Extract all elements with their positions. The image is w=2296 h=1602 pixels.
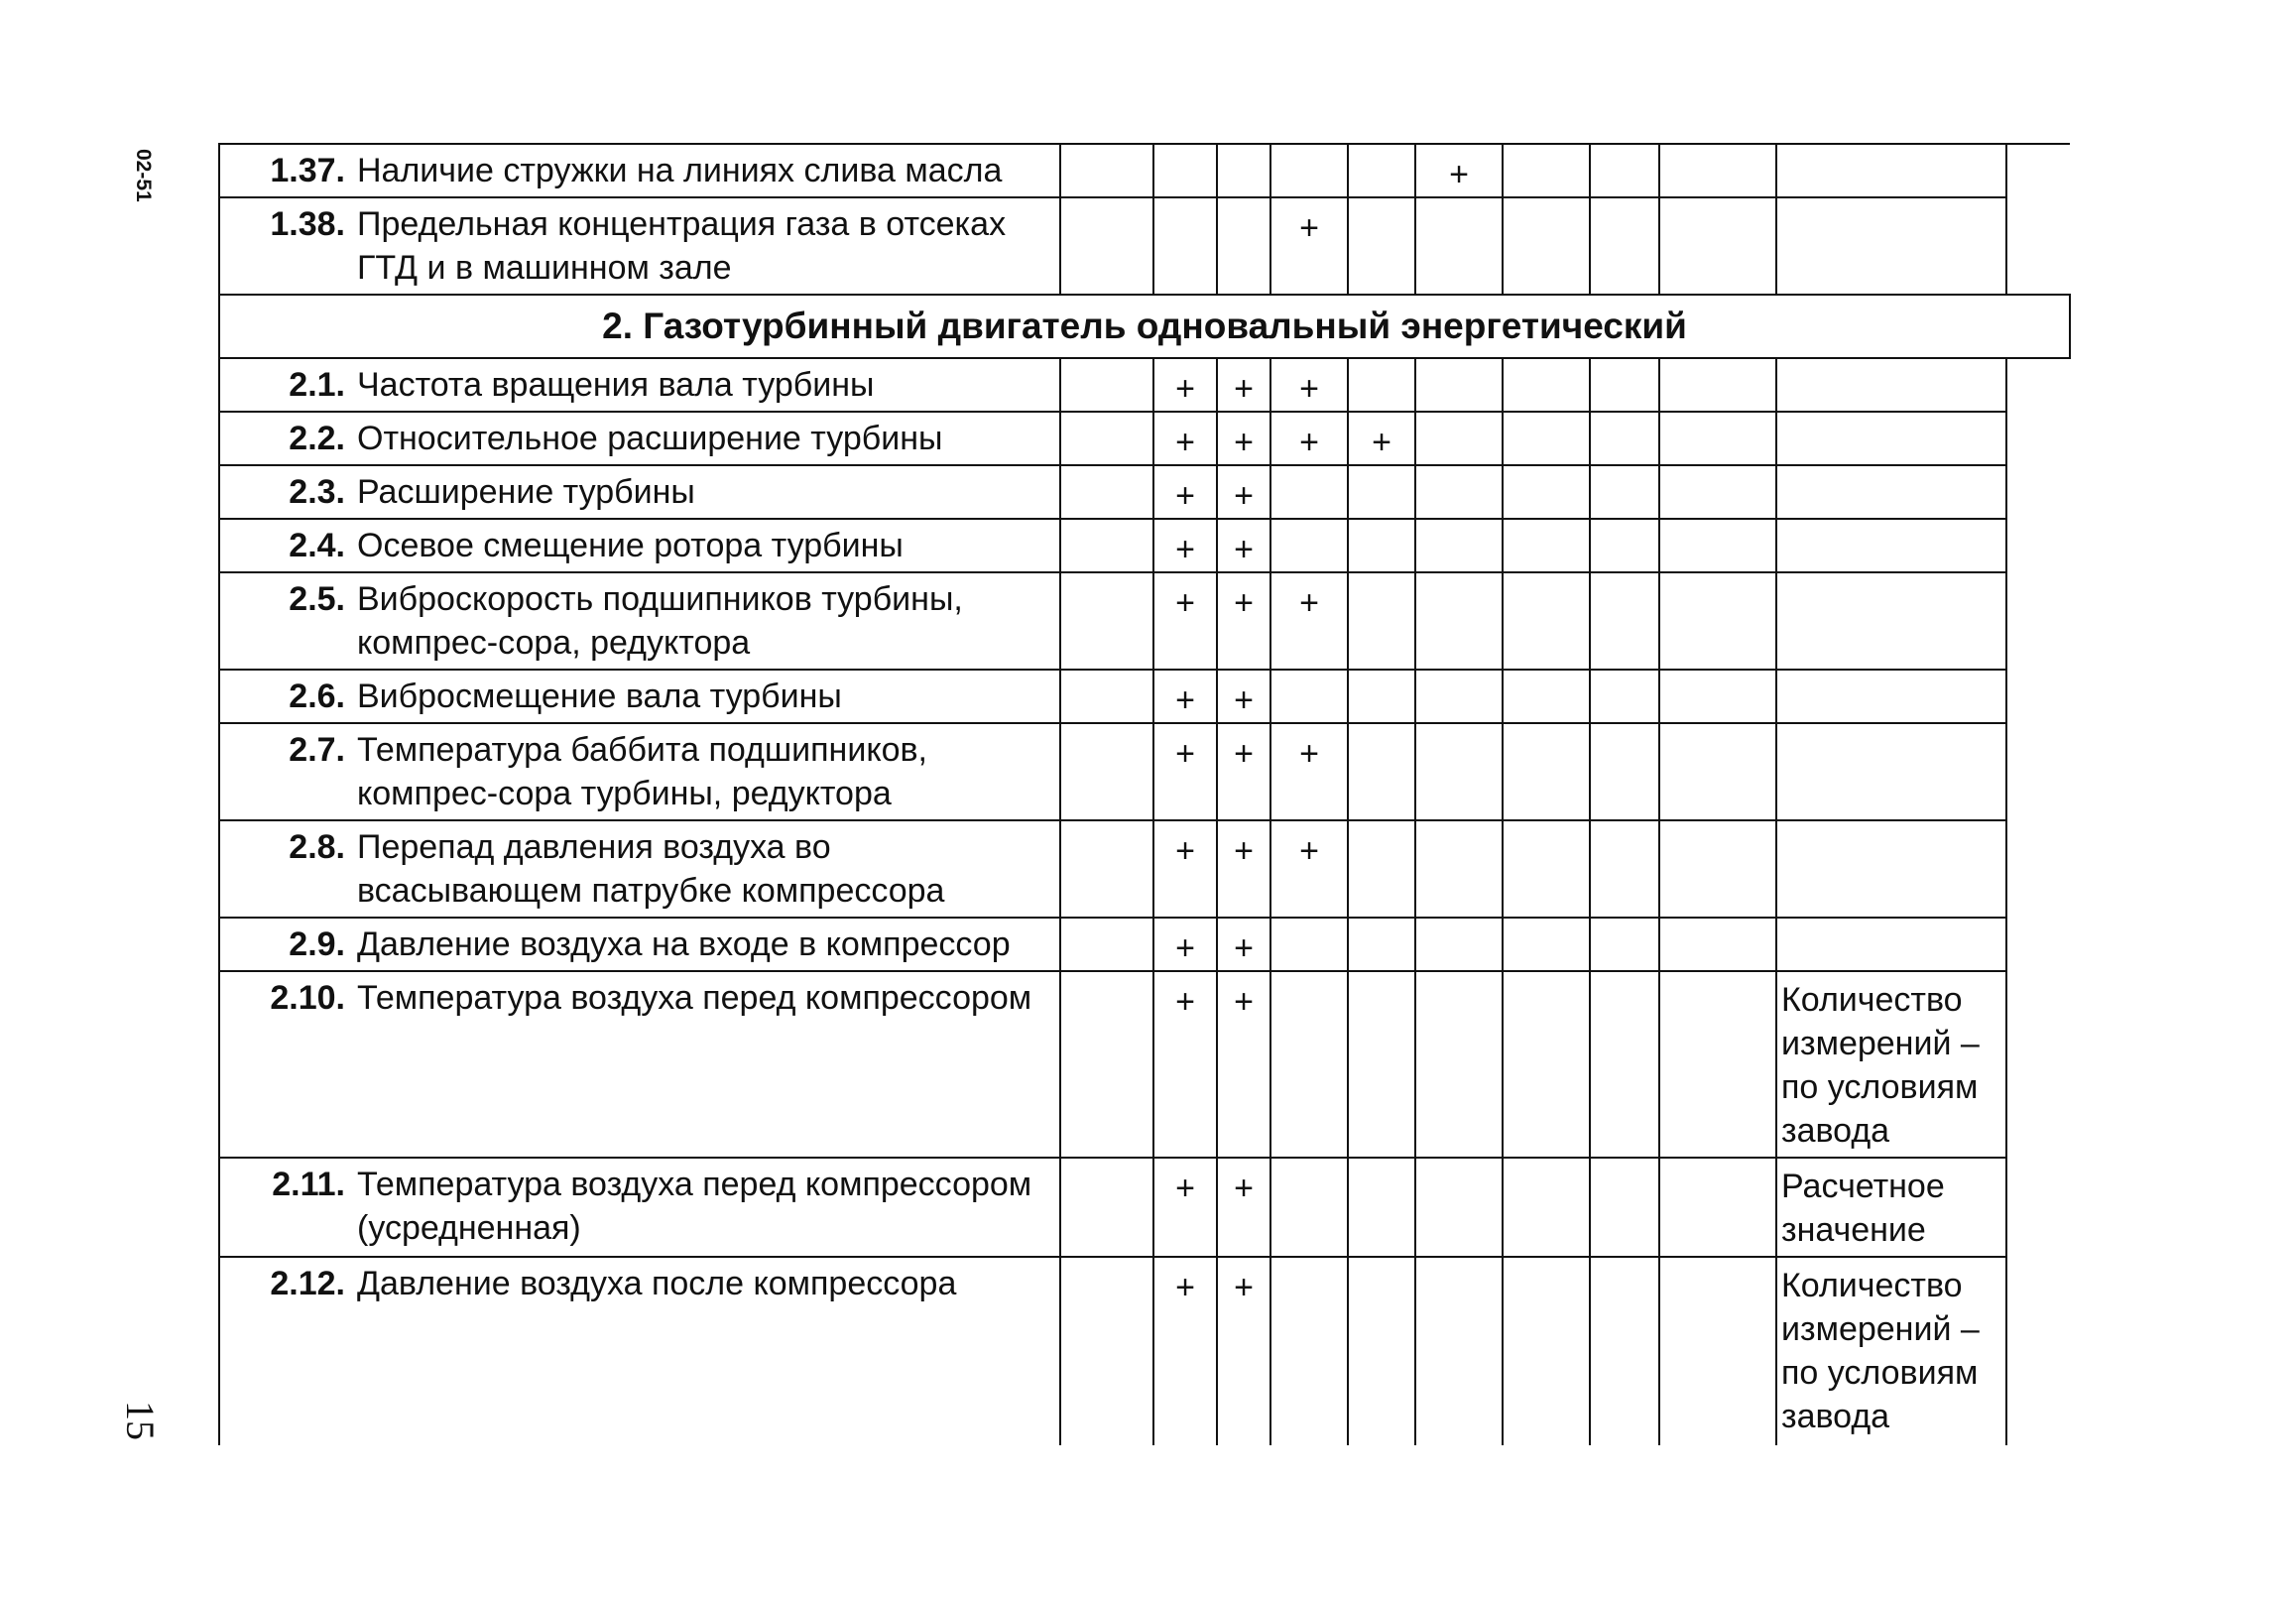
item-number: 1.38. <box>270 205 345 243</box>
table-row <box>219 519 2070 572</box>
page-number: 15 <box>118 1401 163 1440</box>
note-cell <box>1776 465 2006 519</box>
mark-cell <box>1270 465 1348 519</box>
mark-cell <box>1503 918 1590 971</box>
table-row <box>219 465 2070 519</box>
parameter-name: Осевое смещение ротора турбины <box>357 527 904 564</box>
parameter-name: Частота вращения вала турбины <box>357 366 875 404</box>
mark-cell <box>1590 197 1659 295</box>
empty-cell <box>1060 1257 1153 1445</box>
mark-cell: + <box>1217 723 1270 820</box>
mark-cell: + <box>1153 358 1217 412</box>
item-number: 2.9. <box>289 925 345 963</box>
table-row <box>219 971 2070 1158</box>
mark-cell <box>1217 197 1270 295</box>
mark-cell <box>1503 670 1590 723</box>
mark-cell <box>1659 1257 1776 1445</box>
parameter-name: Температура баббита подшипников, компрес-сора турбины, редуктора <box>357 731 927 812</box>
mark-cell <box>1348 1158 1415 1257</box>
mark-cell <box>1590 519 1659 572</box>
mark-cell <box>1153 197 1217 295</box>
mark-cell <box>1415 412 1503 465</box>
mark-cell <box>1270 519 1348 572</box>
mark-cell: + <box>1217 358 1270 412</box>
parameter-name: Наличие стружки на линиях слива масла <box>357 152 1003 189</box>
mark-cell <box>1415 519 1503 572</box>
item-number: 2.12. <box>270 1265 345 1302</box>
note-cell <box>1776 670 2006 723</box>
item-number: 2.2. <box>289 420 345 457</box>
mark-cell: + <box>1153 723 1217 820</box>
empty-cell <box>1060 412 1153 465</box>
mark-cell <box>1217 144 1270 197</box>
mark-cell <box>1590 1257 1659 1445</box>
mark-cell <box>1503 519 1590 572</box>
mark-cell <box>1503 144 1590 197</box>
parameter-cell <box>219 358 1060 412</box>
mark-cell <box>1659 670 1776 723</box>
item-number: 2.10. <box>270 979 345 1017</box>
mark-cell <box>1590 465 1659 519</box>
mark-cell <box>1348 572 1415 670</box>
note-cell <box>1776 820 2006 918</box>
mark-cell <box>1415 465 1503 519</box>
item-number: 2.11. <box>272 1166 345 1203</box>
mark-cell <box>1659 1158 1776 1257</box>
mark-cell: + <box>1217 1158 1270 1257</box>
item-number: 2.4. <box>289 527 345 564</box>
empty-cell <box>1060 918 1153 971</box>
parameter-name: Давление воздуха после компрессора <box>357 1265 957 1302</box>
mark-cell <box>1348 918 1415 971</box>
empty-cell <box>1060 820 1153 918</box>
mark-cell <box>1590 572 1659 670</box>
table-row <box>219 820 2070 918</box>
mark-cell <box>1348 723 1415 820</box>
note-cell: Расчетное значение <box>1776 1158 2006 1257</box>
mark-cell <box>1590 723 1659 820</box>
mark-cell <box>1590 412 1659 465</box>
note-cell: Количество измерений – по условиям завода <box>1776 971 2006 1158</box>
mark-cell: + <box>1153 412 1217 465</box>
empty-cell <box>1060 723 1153 820</box>
mark-cell: + <box>1270 412 1348 465</box>
mark-cell <box>1590 971 1659 1158</box>
note-cell <box>1776 572 2006 670</box>
table-row <box>219 144 2070 197</box>
mark-cell <box>1270 918 1348 971</box>
parameter-name: Виброскорость подшипников турбины, компрес-сора, редуктора <box>357 580 963 662</box>
item-number: 2.1. <box>289 366 345 404</box>
mark-cell: + <box>1270 723 1348 820</box>
mark-cell: + <box>1217 519 1270 572</box>
mark-cell <box>1348 144 1415 197</box>
mark-cell: + <box>1217 412 1270 465</box>
parameter-name: Относительное расширение турбины <box>357 420 943 457</box>
mark-cell <box>1415 1158 1503 1257</box>
parameter-name: Вибросмещение вала турбины <box>357 678 842 715</box>
item-number: 2.3. <box>289 473 345 511</box>
mark-cell <box>1659 918 1776 971</box>
mark-cell <box>1348 358 1415 412</box>
mark-cell: + <box>1217 1257 1270 1445</box>
mark-cell <box>1415 723 1503 820</box>
mark-cell <box>1348 519 1415 572</box>
empty-cell <box>1060 1158 1153 1257</box>
note-cell <box>1776 144 2006 197</box>
mark-cell <box>1659 519 1776 572</box>
table-row <box>219 1158 2070 1257</box>
mark-cell <box>1503 1158 1590 1257</box>
mark-cell <box>1503 465 1590 519</box>
mark-cell: + <box>1153 465 1217 519</box>
mark-cell <box>1415 971 1503 1158</box>
mark-cell <box>1270 670 1348 723</box>
mark-cell <box>1270 144 1348 197</box>
empty-cell <box>1060 971 1153 1158</box>
mark-cell: + <box>1270 820 1348 918</box>
table-row <box>219 358 2070 412</box>
mark-cell <box>1270 1158 1348 1257</box>
document-code: 02-51 <box>132 149 155 202</box>
mark-cell <box>1659 144 1776 197</box>
parameter-cell <box>219 412 1060 465</box>
parameter-cell <box>219 971 1060 1158</box>
parameter-name: Перепад давления воздуха во всасывающем патрубке компрессора <box>357 828 945 910</box>
table-row <box>219 723 2070 820</box>
mark-cell <box>1659 971 1776 1158</box>
mark-cell: + <box>1153 670 1217 723</box>
mark-cell <box>1503 820 1590 918</box>
empty-cell <box>1060 519 1153 572</box>
section-title: 2. Газотурбинный двигатель одновальный энергетический <box>219 295 2070 358</box>
section-header-row <box>219 295 2070 358</box>
parameter-name: Предельная концентрация газа в отсеках ГТД и в машинном зале <box>357 205 1007 287</box>
mark-cell <box>1659 197 1776 295</box>
mark-cell: + <box>1217 918 1270 971</box>
empty-cell <box>1060 670 1153 723</box>
mark-cell: + <box>1153 971 1217 1158</box>
mark-cell: + <box>1217 820 1270 918</box>
item-number: 2.6. <box>289 678 345 715</box>
mark-cell <box>1503 412 1590 465</box>
mark-cell <box>1415 918 1503 971</box>
note-cell <box>1776 412 2006 465</box>
mark-cell <box>1415 1257 1503 1445</box>
parameter-cell <box>219 144 1060 197</box>
note-cell <box>1776 358 2006 412</box>
parameter-cell <box>219 1257 1060 1445</box>
mark-cell <box>1590 918 1659 971</box>
parameter-cell <box>219 1158 1060 1257</box>
mark-cell: + <box>1270 358 1348 412</box>
mark-cell <box>1415 670 1503 723</box>
item-number: 2.7. <box>289 731 345 769</box>
parameter-cell <box>219 572 1060 670</box>
mark-cell <box>1590 1158 1659 1257</box>
table-row <box>219 572 2070 670</box>
mark-cell: + <box>1217 572 1270 670</box>
mark-cell: + <box>1217 465 1270 519</box>
parameter-name: Расширение турбины <box>357 473 695 511</box>
parameter-cell <box>219 820 1060 918</box>
mark-cell <box>1270 1257 1348 1445</box>
mark-cell <box>1348 1257 1415 1445</box>
mark-cell <box>1503 197 1590 295</box>
mark-cell <box>1590 820 1659 918</box>
empty-cell <box>1060 465 1153 519</box>
item-number: 1.37. <box>270 152 345 189</box>
mark-cell <box>1415 358 1503 412</box>
mark-cell <box>1503 971 1590 1158</box>
mark-cell <box>1348 197 1415 295</box>
empty-cell <box>1060 144 1153 197</box>
mark-cell: + <box>1217 971 1270 1158</box>
mark-cell <box>1659 358 1776 412</box>
mark-cell <box>1415 820 1503 918</box>
item-number: 2.5. <box>289 580 345 618</box>
parameter-cell <box>219 670 1060 723</box>
mark-cell <box>1503 358 1590 412</box>
table-row <box>219 1257 2070 1445</box>
mark-cell: + <box>1153 820 1217 918</box>
mark-cell <box>1153 144 1217 197</box>
mark-cell: + <box>1348 412 1415 465</box>
mark-cell: + <box>1415 144 1503 197</box>
note-cell: Количество измерений – по условиям завода <box>1776 1257 2006 1445</box>
note-cell <box>1776 519 2006 572</box>
mark-cell <box>1348 465 1415 519</box>
table-row <box>219 670 2070 723</box>
mark-cell: + <box>1153 918 1217 971</box>
empty-cell <box>1060 197 1153 295</box>
mark-cell <box>1503 723 1590 820</box>
note-cell <box>1776 723 2006 820</box>
mark-cell <box>1659 723 1776 820</box>
parameter-name: Температура воздуха перед компрессором <box>357 979 1032 1017</box>
mark-cell: + <box>1153 519 1217 572</box>
mark-cell <box>1348 971 1415 1158</box>
mark-cell <box>1659 572 1776 670</box>
mark-cell: + <box>1270 572 1348 670</box>
mark-cell: + <box>1270 197 1348 295</box>
mark-cell: + <box>1153 572 1217 670</box>
parameter-name: Давление воздуха на входе в компрессор <box>357 925 1011 963</box>
parameter-name: Температура воздуха перед компрессором (усредненная) <box>357 1166 1032 1247</box>
mark-cell <box>1590 144 1659 197</box>
mark-cell <box>1503 572 1590 670</box>
item-number: 2.8. <box>289 828 345 866</box>
empty-cell <box>1060 358 1153 412</box>
parameter-cell <box>219 465 1060 519</box>
mark-cell <box>1503 1257 1590 1445</box>
table-row <box>219 918 2070 971</box>
mark-cell <box>1415 572 1503 670</box>
note-cell <box>1776 197 2006 295</box>
parameter-cell <box>219 519 1060 572</box>
mark-cell <box>1348 820 1415 918</box>
empty-cell <box>1060 572 1153 670</box>
table-row <box>219 197 2070 295</box>
parameter-cell <box>219 723 1060 820</box>
parameters-table <box>218 143 2071 1445</box>
parameter-cell <box>219 197 1060 295</box>
mark-cell <box>1590 670 1659 723</box>
mark-cell <box>1415 197 1503 295</box>
mark-cell: + <box>1153 1257 1217 1445</box>
mark-cell <box>1590 358 1659 412</box>
mark-cell <box>1659 820 1776 918</box>
mark-cell: + <box>1217 670 1270 723</box>
mark-cell: + <box>1153 1158 1217 1257</box>
note-cell <box>1776 918 2006 971</box>
mark-cell <box>1659 465 1776 519</box>
table-row <box>219 412 2070 465</box>
mark-cell <box>1659 412 1776 465</box>
parameter-cell <box>219 918 1060 971</box>
mark-cell <box>1270 971 1348 1158</box>
mark-cell <box>1348 670 1415 723</box>
